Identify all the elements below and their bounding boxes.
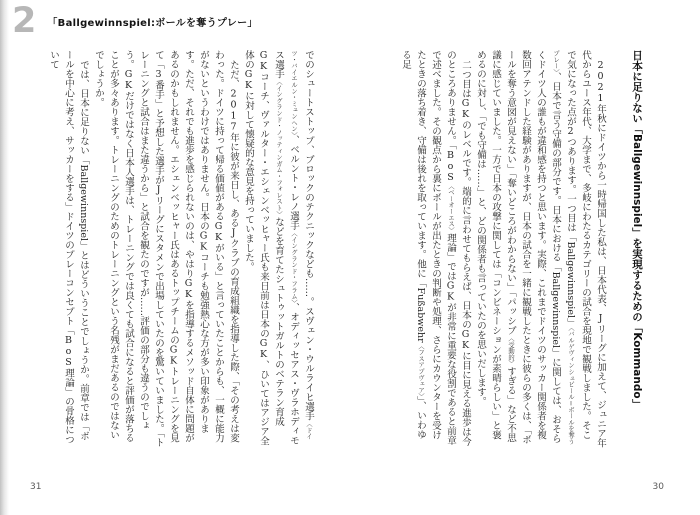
body-paragraph: ただ、2017年に彼が来日し、あるJクラブの育成組織を指導した際、「その考えは変わった。ドイツに持って帰る価値があるGKがいる」と言っていたことからも、一概に能力がないというわけではありません。日本のGKコーチも勉強熱心な方が多い印象があります。ただ、それでも進歩を感じられないのは、やはりGKを指導するメソッド自体に問題があるのかもしれません。エシェンベッヒャー氏はあるトップチームのGKトレーニングを見て「3番手」と予想した選手がJリーグにスタメンで出場していたのを驚いていました。「トレーニングと試合はまた違うから」と試合を観たのですが……評価の部分も違うのでしょう。GKだけではなく日本人選手は、トレーニングでは良くても試合になると評価が落ちることが多々あります。トレーニングのためのトレーニングという名残がまだあるのではないでしょうか。 xyxy=(93,50,239,448)
page-right xyxy=(352,50,644,448)
page-number-right: 30 xyxy=(652,482,664,492)
body-paragraph: 二つ目はGKのレベルです。端的に言わせてもらえば、日本のGKに目に見える進歩は今のところありません。「BoS〈ベーオーエス〉理論」ではGKが非常に重要な役割であると前章で述べました。その観点から裏にボールが出たときの判断や処理、さらにカウンターを受けたときの落ち着き、守備は後れを取っています。他に「Fußabwehr〈フスアプヴェア〉」、いわゆる足 xyxy=(400,50,471,446)
body-paragraph: でのシュートストップ、ブロックのテクニックなども……。スヴェン・ウルライヒ選手〈ドイツ・バイエルン・ミュンヘン〉、ベルント・レノ選手〈イングランド・フラム〉、オディッセアス・ヴラホディモス選手〈イングランド・ノッティンガム・フォレスト〉などを育てたシュトゥットガルトのベテラン育成GKコーチ、ヴァルター・エシェンベッヒャー氏も来日前は日本のGK、ひいてはアジア全体のGKに対して懐疑的な意見を持っていました。 xyxy=(243,50,314,446)
chapter-number: 2 xyxy=(12,1,37,41)
body-paragraph: 2021年秋にドイツから一時帰国した私は、日本代表、Jリーグに加えて、ジュニア年代からユース年代、大学まで、多岐にわたるカテゴリーの試合を現地で観戦しました。そこで気になった点が2つあります。一つ目は「Ballgewinnspiel」〈バルゲヴィンシュピール＝ボールを奪うプレー〉、日本で言う守備の部分です。日本における「Ballgewinnspiel」に関しては、おそらくドイツ人の誰もが違和感を持つと思います。実際、これまでドイツのサッカー関係者を複数回アテンドした経験がありますが、日本の試合を一緒に観戦したときに彼らの多くは、「ボールを奪う意図が見えない」「奪いどころがわからない」「パッシブ〈受動的〉すぎる」など不思議に感じていました。一方で日本の攻撃に関しては「コンビネーションが素晴らしい」と褒めるのに対し、「でも守備は……」と、どの関係者も言っていたのを思いだします。 xyxy=(475,50,606,447)
page-edge-shadow xyxy=(0,0,9,515)
body-paragraph: では、日本に足りない「Ballgewinnspiel」とはどういうことでしょうか。前章では「ボールを中心に考え、サッカーをする」ドイツのプレーコンセプト「BoS理論」の骨格について xyxy=(48,50,89,444)
chapter-title: 「Ballgewinnspiel:ボールを奪うプレー」 xyxy=(47,18,258,29)
page-left xyxy=(24,50,316,448)
section-heading: 日本に足りない「Ballgewinnspiel」を実現するための「Kommando」 xyxy=(631,50,643,410)
chapter-header xyxy=(12,1,258,41)
page-number-left: 31 xyxy=(30,482,42,492)
